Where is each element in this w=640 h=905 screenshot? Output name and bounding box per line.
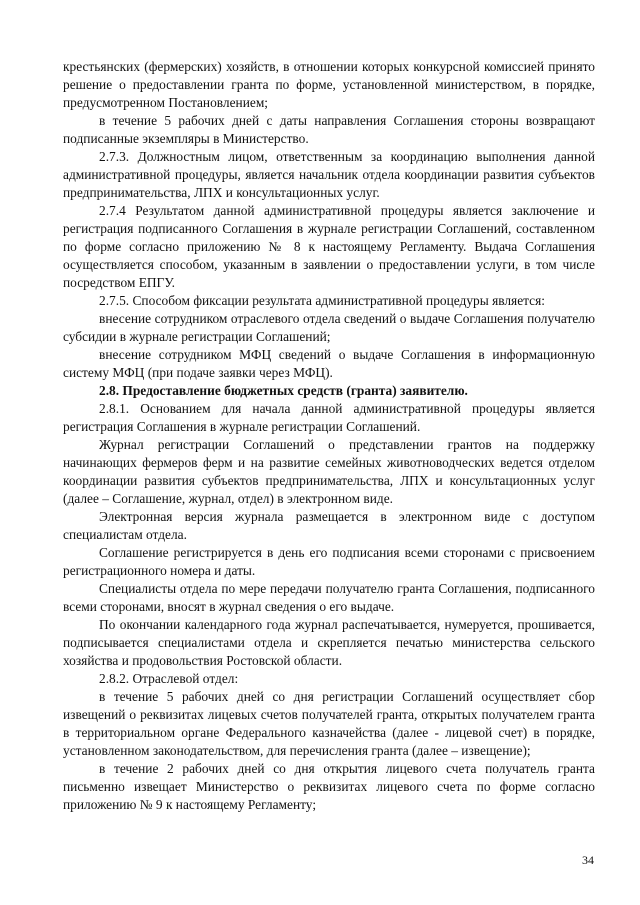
section-heading-2-8: 2.8. Предоставление бюджетных средств (гранта) заявителю. [99,383,468,398]
paragraph-2-8-1: 2.8.1. Основанием для начала данной административной процедуры является регистрация Соглашения в журнале регистрации Соглашений. [63,401,595,434]
paragraph: Специалисты отдела по мере передачи получателю гранта Соглашения, подписанного всеми сторонами, вносят в журнал сведения о его выдаче. [63,581,595,614]
paragraph-2-7-3: 2.7.3. Должностным лицом, ответственным за координацию выполнения данной административной процедуры, является начальник отдела координации развития субъектов предпринимательства, ЛПХ и консультационных услуг. [63,149,595,200]
paragraph: Журнал регистрации Соглашений о представлении грантов на поддержку начинающих фермеров ферм и на развитие семейных животноводческих ведется отделом координации развития субъектов предпринимательства, ЛПХ и консультационных услуг (далее – Соглашение, журнал, отдел) в электронном виде. [63,437,595,506]
page-number: 34 [582,853,594,867]
document-page [63,58,595,814]
paragraph: внесение сотрудником МФЦ сведений о выдаче Соглашения в информационную систему МФЦ (при подаче заявки через МФЦ). [63,347,595,380]
paragraph: внесение сотрудником отраслевого отдела сведений о выдаче Соглашения получателю субсидии в журнале регистрации Соглашений; [63,311,595,344]
paragraph: в течение 5 рабочих дней со дня регистрации Соглашений осуществляет сбор извещений о реквизитах лицевых счетов получателей гранта, открытых получателем гранта в территориальном органе Федерального казначейства (далее - лицевой счет) в порядке, установленном законодательством, для перечисления гранта (далее – извещение); [63,689,595,758]
paragraph-2-8-2: 2.8.2. Отраслевой отдел: [99,671,239,686]
paragraph: в течение 5 рабочих дней с даты направления Соглашения стороны возвращают подписанные экземпляры в Министерство. [63,113,595,146]
paragraph-2-7-5: 2.7.5. Способом фиксации результата административной процедуры является: [99,293,546,308]
paragraph: Электронная версия журнала размещается в электронном виде с доступом специалистам отдела. [63,509,595,542]
paragraph-2-7-4: 2.7.4 Результатом данной административной процедуры является заключение и регистрация подписанного Соглашения в журнале регистрации Соглашений, составленном по форме согласно приложению № 8 к настоящему Регламенту. Выдача Соглашения осуществляется способом, указанным в заявлении о предоставлении услуги, в том числе посредством ЕПГУ. [63,203,595,290]
paragraph-continuation: крестьянских (фермерских) хозяйств, в отношении которых конкурсной комиссией принято решение о предоставлении гранта по форме, установленной министерством, в порядке, предусмотренном Постановлением; [63,59,595,110]
paragraph: Соглашение регистрируется в день его подписания всеми сторонами с присвоением регистрационного номера и даты. [63,545,595,578]
paragraph: в течение 2 рабочих дней со дня открытия лицевого счета получатель гранта письменно извещает Министерство о реквизитах лицевого счета по форме согласно приложению № 9 к настоящему Регламенту; [63,761,595,812]
paragraph: По окончании календарного года журнал распечатывается, нумеруется, прошивается, подписывается специалистами отдела и скрепляется печатью министерства сельского хозяйства и продовольствия Ростовской области. [63,617,595,668]
